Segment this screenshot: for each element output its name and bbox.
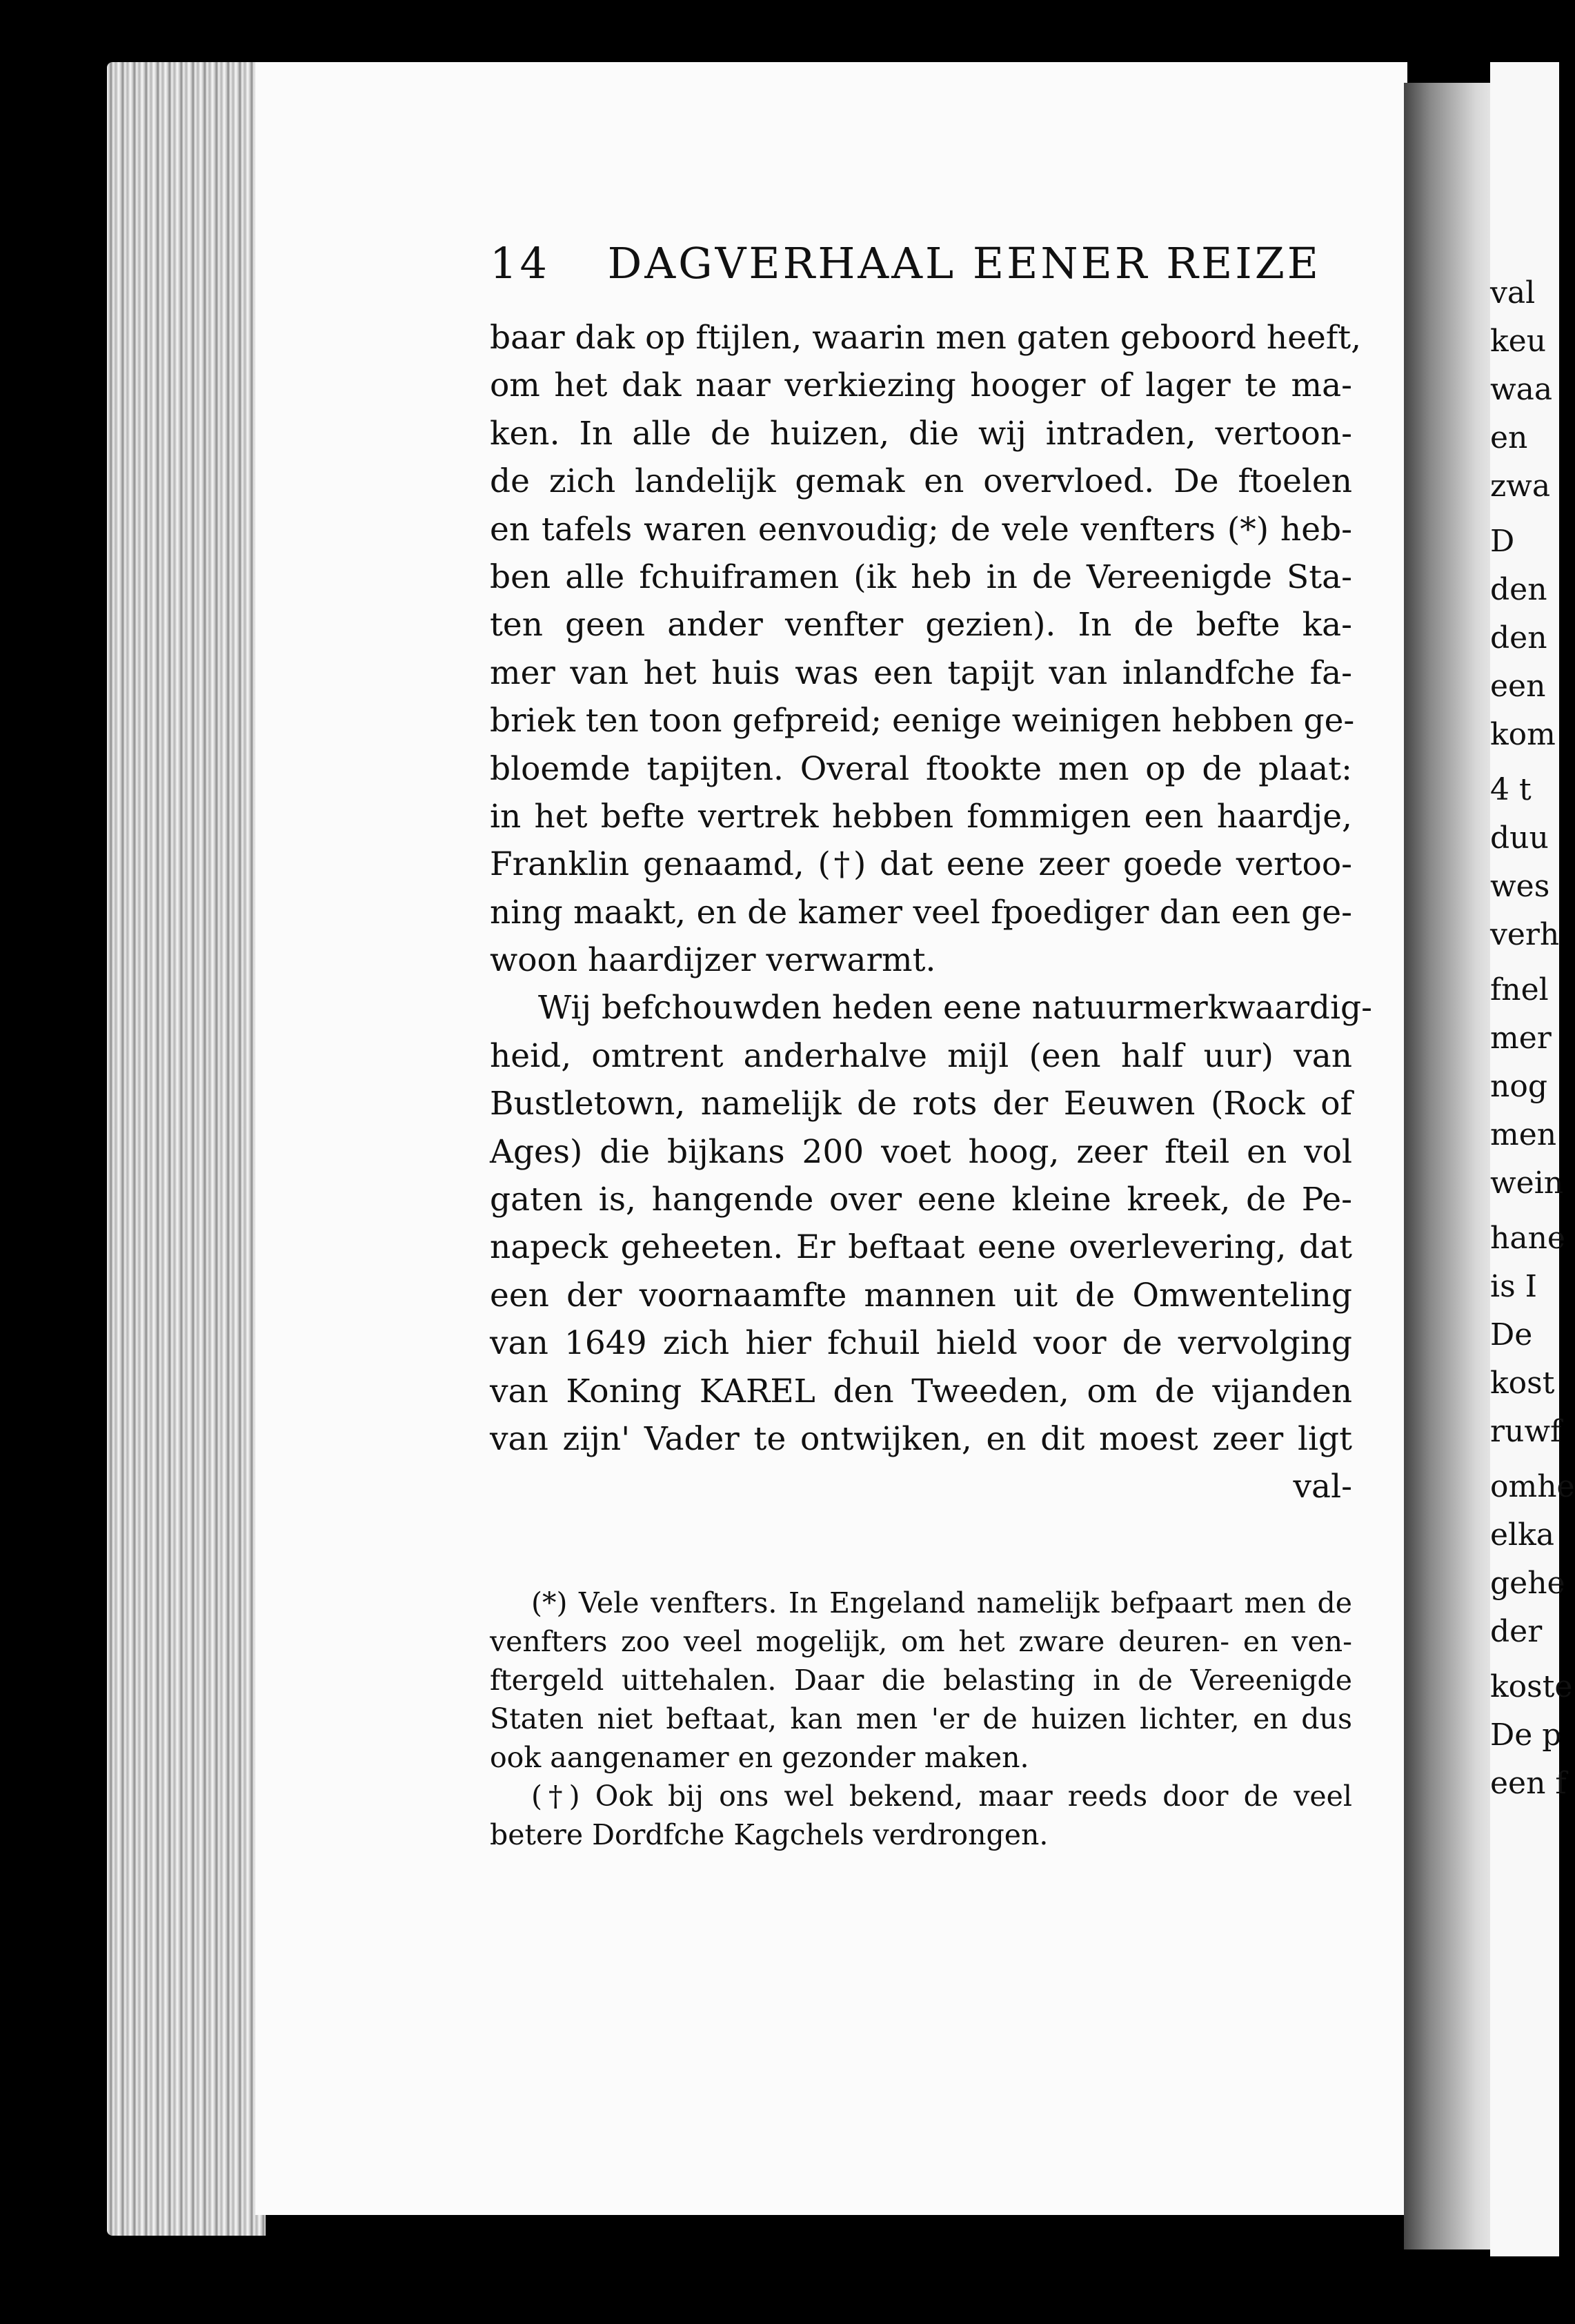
footnote-line: ftergeld uittehalen. Daar die belasting in de Vereenigde [490, 1664, 1352, 1697]
facing-page [1490, 62, 1575, 2256]
text-line: napeck geheeten. Er beftaat eene overlevering, dat [490, 1228, 1352, 1267]
book-page-edges [107, 62, 266, 2236]
facing-page-fragment: den [1490, 620, 1547, 656]
text-line: een der voornaamfte mannen uit de Omwenteling [490, 1276, 1352, 1314]
text-line: baar dak op ftijlen, waarin men gaten geboord heeft, [490, 319, 1362, 357]
facing-page-fragment: kost [1490, 1366, 1555, 1401]
facing-page-fragment: hane [1490, 1221, 1565, 1256]
page-number: 14 [490, 238, 550, 288]
body-text [490, 314, 1373, 1511]
text-line: woon haardijzer verwarmt. [490, 941, 936, 980]
facing-page-fragment: een [1490, 669, 1546, 704]
facing-page-fragment: gehe [1490, 1566, 1565, 1601]
text-line: gaten is, hangende over eene kleine kreek, de Pe- [490, 1181, 1352, 1219]
facing-page-fragment: ruwf [1490, 1414, 1562, 1449]
text-line: Bustletown, namelijk de rots der Eeuwen (Rock of [490, 1085, 1352, 1123]
facing-page-fragment: D [1490, 524, 1515, 559]
text-line: val- [1293, 1468, 1352, 1506]
text-line: en tafels waren eenvoudig; de vele venfters (*) heb- [490, 510, 1352, 549]
text-line: mer van het huis was een tapijt van inlandfche fa- [490, 653, 1352, 692]
text-line: briek ten toon gefpreid; eenige weinigen hebben ge- [490, 702, 1355, 740]
text-line: van zijn' Vader te ontwijken, en dit moest zeer ligt [490, 1419, 1352, 1458]
running-title: DAGVERHAAL EENER REIZE [607, 238, 1322, 288]
facing-page-fragment: elka [1490, 1517, 1555, 1553]
facing-page-fragment: wes [1490, 869, 1550, 904]
facing-page-fragment: een f [1490, 1766, 1567, 1801]
facing-page-fragment: nog [1490, 1069, 1547, 1104]
footnote-line: ook aangenamer en gezonder maken. [490, 1741, 1029, 1774]
facing-page-fragment: val [1490, 275, 1536, 311]
facing-page-fragment: koste [1490, 1669, 1573, 1704]
facing-page-fragment: mer [1490, 1021, 1552, 1056]
facing-page-fragment: duu [1490, 820, 1549, 856]
text-line: ken. In alle de huizen, die wij intraden, vertoon- [490, 414, 1352, 453]
facing-page-fragment: der [1490, 1614, 1543, 1649]
running-head [490, 238, 1322, 293]
footnotes [490, 1584, 1352, 1854]
facing-page-fragment: fnel [1490, 972, 1549, 1007]
text-line: ning maakt, en de kamer veel fpoediger dan een ge- [490, 893, 1352, 932]
footnote-line: Staten niet beftaat, kan men 'er de huizen lichter, en dus [490, 1702, 1352, 1735]
text-line: ben alle fchuiframen (ik heb in de Vereenigde Sta- [490, 558, 1352, 596]
text-line: Franklin genaamd, (†) dat eene zeer goede vertoo- [490, 845, 1352, 884]
facing-page-fragment: omhe [1490, 1469, 1575, 1504]
text-line: de zich landelijk gemak en overvloed. De ftoelen [490, 462, 1352, 501]
facing-page-fragment: kom [1490, 717, 1556, 752]
facing-page-fragment: De p [1490, 1717, 1562, 1753]
facing-page-fragment: men [1490, 1117, 1557, 1152]
text-line: heid, omtrent anderhalve mijl (een half uur) van [490, 1036, 1352, 1075]
text-line: van Koning KAREL den Tweeden, om de vijanden [490, 1372, 1352, 1410]
footnote-line: betere Dordfche Kagchels verdrongen. [490, 1818, 1049, 1851]
facing-page-fragment: zwa [1490, 469, 1551, 504]
footnote-line: (†) Ook bij ons wel bekend, maar reeds door de veel [531, 1780, 1352, 1813]
text-line: bloemde tapijten. Overal ftookte men op de plaat: [490, 749, 1352, 788]
facing-page-fragment: en [1490, 420, 1528, 455]
facing-page-fragment: waa [1490, 372, 1553, 407]
facing-page-fragment: verh [1490, 917, 1560, 952]
text-line: Ages) die bijkans 200 voet hoog, zeer fteil en vol [490, 1132, 1352, 1171]
facing-page-fragment: 4 t [1490, 772, 1532, 807]
facing-page-fragment: den [1490, 572, 1547, 607]
text-line: in het befte vertrek hebben fommigen een haardje, [490, 797, 1352, 836]
facing-page-fragment: wein [1490, 1165, 1564, 1201]
text-line: ten geen ander venfter gezien). In de befte ka- [490, 606, 1352, 644]
facing-page-fragment: De [1490, 1317, 1533, 1352]
text-line: Wij befchouwden heden eene natuurmerkwaardig- [538, 989, 1373, 1027]
facing-page-fragment: keu [1490, 324, 1547, 359]
text-line: van 1649 zich hier fchuil hield voor de vervolging [490, 1324, 1352, 1363]
footnote-line: venfters zoo veel mogelijk, om het zware deuren- en ven- [490, 1625, 1352, 1658]
footnote-line: (*) Vele venfters. In Engeland namelijk befpaart men de [531, 1586, 1352, 1619]
facing-page-fragment: is I [1490, 1269, 1538, 1304]
text-line: om het dak naar verkiezing hooger of lager te ma- [490, 366, 1352, 405]
